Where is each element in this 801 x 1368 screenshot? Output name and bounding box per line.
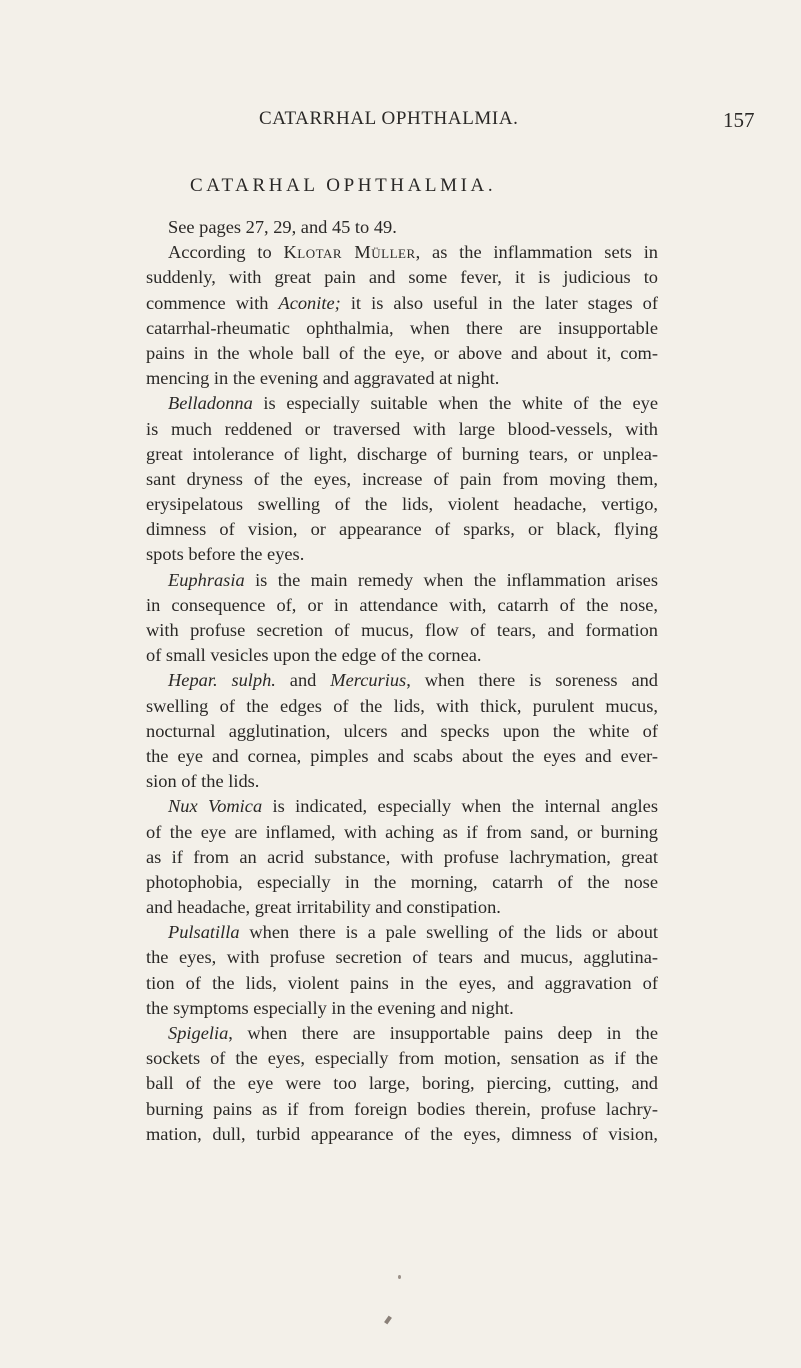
text-run: , when there are insupportable pains deep in the [228, 1023, 658, 1043]
text-run: According to [168, 242, 284, 263]
text-run: of the eye are inflamed, with aching as if from sand, or burning [146, 821, 658, 842]
text-run: sion of the lids. [146, 771, 260, 792]
remedy-name: Aconite; [278, 292, 341, 313]
text-line [146, 517, 658, 542]
text-line [146, 391, 658, 416]
text-run: the eye and cornea, pimples and scabs about the eyes and ever- [146, 745, 658, 766]
text-line [146, 845, 658, 870]
remedy-name: Hepar. sulph. [168, 670, 276, 691]
text-run: is the main remedy when the inflammation arises [244, 569, 658, 590]
text-line [146, 265, 658, 290]
text-run: burning pains as if from foreign bodies therein, profuse lachry- [146, 1098, 658, 1119]
text-line [146, 1071, 658, 1096]
text-run: it is also useful in the later stages of [340, 292, 659, 313]
text-line [146, 291, 658, 316]
text-line [146, 492, 658, 517]
text-run: photophobia, especially in the morning, catarrh of the nose [146, 871, 658, 892]
text-run: , when there is soreness and [406, 670, 659, 691]
text-line [146, 240, 658, 265]
text-line [146, 417, 658, 442]
text-line [146, 945, 658, 970]
text-run: great intolerance of light, discharge of burning tears, or unplea- [146, 443, 658, 464]
text-run: swelling of the edges of the lids, with thick, purulent mucus, [146, 695, 658, 716]
text-line [146, 820, 658, 845]
text-run: of small vesicles upon the edge of the cornea. [146, 645, 482, 666]
text-run: as if from an acrid substance, with profuse lachrymation, great [146, 846, 658, 867]
text-run: tion of the lids, violent pains in the eyes, and aggravation of [146, 972, 658, 993]
text-run: ball of the eye were too large, boring, piercing, cutting, and [146, 1073, 658, 1094]
text-line [146, 1122, 658, 1147]
text-run: when there is a pale swelling of the lids or about [239, 922, 658, 943]
text-run: the symptoms especially in the evening and night. [146, 997, 514, 1018]
text-line [146, 215, 658, 240]
text-run: , as the inflammation sets in [415, 242, 658, 263]
text-run: and [275, 670, 331, 691]
text-line [146, 618, 658, 643]
text-run: and headache, great irritability and constipation. [146, 897, 501, 918]
text-run: with profuse secretion of mucus, flow of tears, and formation [146, 620, 658, 640]
remedy-name: Spigelia [168, 1023, 229, 1043]
author-name: Klotar Müller [283, 242, 416, 263]
text-run: erysipelatous swelling of the lids, violent headache, vertigo, [146, 494, 658, 515]
text-line [146, 442, 658, 467]
text-run: commence with [146, 292, 279, 313]
text-run: suddenly, with great pain and some fever, it is judicious to [146, 267, 658, 288]
text-run: the eyes, with profuse secretion of tears and mucus, agglutina- [146, 947, 658, 968]
text-run: nocturnal agglutination, ulcers and specks upon the white of [146, 720, 658, 741]
text-line [146, 1046, 658, 1071]
text-run: spots before the eyes. [146, 544, 305, 565]
text-run: catarrhal-rheumatic ophthalmia, when there are insupportable [146, 317, 658, 338]
text-run: sant dryness of the eyes, increase of pain from moving them, [146, 468, 658, 489]
text-line [146, 694, 658, 719]
text-line [146, 719, 658, 744]
text-line [146, 341, 658, 366]
text-line [146, 794, 658, 819]
text-line [146, 744, 658, 769]
text-line [146, 996, 658, 1021]
text-run: sockets of the eyes, especially from motion, sensation as if the [146, 1048, 658, 1069]
text-line [146, 467, 658, 492]
text-line [146, 366, 658, 391]
text-run: pains in the whole ball of the eye, or above and about it, com- [146, 342, 658, 363]
running-head-title: CATARRHAL OPHTHALMIA. [259, 108, 519, 129]
text-run: is much reddened or traversed with large blood-vessels, with [146, 418, 658, 439]
text-line [146, 568, 658, 593]
text-line [146, 316, 658, 341]
text-run: is especially suitable when the white of the eye [252, 393, 658, 414]
text-line [146, 668, 658, 693]
text-line [146, 971, 658, 996]
text-line [146, 593, 658, 618]
page-number: 157 [723, 108, 755, 132]
text-line [146, 1097, 658, 1122]
body-text [146, 215, 658, 1147]
remedy-name: Mercurius [330, 670, 407, 691]
remedy-name: Belladonna [168, 393, 253, 414]
text-line [146, 870, 658, 895]
text-run: is indicated, especially when the internal angles [262, 796, 658, 817]
print-speck [398, 1275, 401, 1279]
text-run: dimness of vision, or appearance of sparks, or black, flying [146, 519, 658, 540]
text-run: mation, dull, turbid appearance of the eyes, dimness of vision, [146, 1123, 658, 1144]
text-run: See pages 27, 29, and 45 to 49. [168, 217, 397, 237]
print-speck [384, 1316, 392, 1325]
text-line [146, 542, 658, 567]
running-head [0, 108, 801, 138]
remedy-name: Pulsatilla [168, 922, 240, 943]
text-line [146, 895, 658, 920]
section-title: CATARHAL OPHTHALMIA. [190, 175, 497, 196]
text-line [146, 643, 658, 668]
text-line [146, 1021, 658, 1046]
text-run: in consequence of, or in attendance with, catarrh of the nose, [146, 594, 658, 615]
text-line [146, 769, 658, 794]
remedy-name: Nux Vomica [168, 796, 263, 817]
text-run: mencing in the evening and aggravated at night. [146, 368, 500, 389]
text-line [146, 920, 658, 945]
remedy-name: Euphrasia [168, 569, 245, 590]
